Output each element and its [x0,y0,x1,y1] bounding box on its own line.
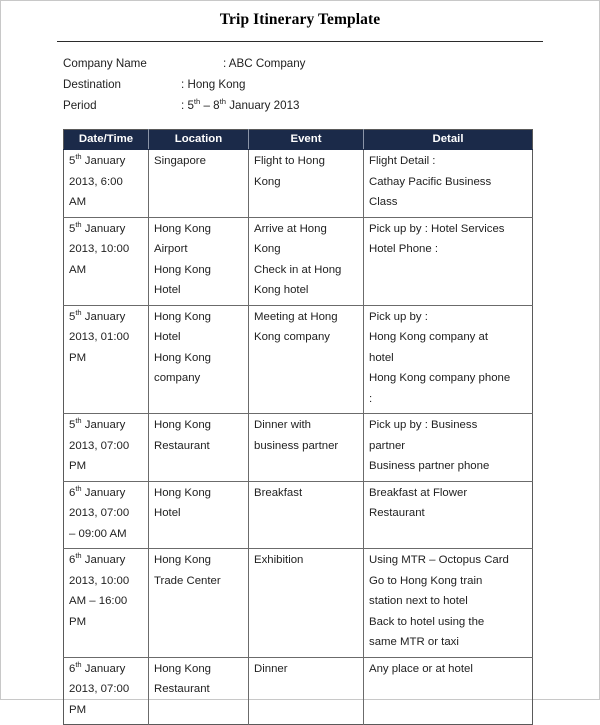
ordinal-suffix: th [219,97,226,107]
cell-detail-line: station next to hotel [369,595,468,607]
column-header-location: Location [149,130,249,150]
table-row [64,481,533,549]
cell-event-line: business partner [254,439,339,452]
cell-detail [364,549,533,658]
document-meta [1,53,599,116]
cell-detail-line: Hong Kong company phone [369,372,511,384]
ordinal-suffix: th [75,659,82,669]
date-line: 2013, 07:00 [69,507,130,519]
date-line: 2013, 07:00 [69,683,130,695]
date-line: 5th January [69,416,126,431]
date-line: PM [69,703,87,716]
date-line: 5th January [69,307,126,323]
cell-date-time [64,305,149,414]
cell-event [249,481,364,549]
cell-detail-line: Cathay Pacific Business [369,175,492,188]
table-row [64,549,533,658]
cell-detail-line: Hotel Phone : [369,243,439,255]
cell-detail-line: Hong Kong company at [369,331,489,343]
cell-detail-line: Restaurant [369,507,425,519]
table-row [64,414,533,482]
cell-location-line: Hong Kong [154,263,211,276]
table-row [64,305,533,414]
cell-detail-line: Any place or at hotel [369,662,473,675]
cell-event [249,549,364,658]
ordinal-suffix: th [75,416,82,426]
date-line: 6th January [69,659,126,675]
cell-detail-line: hotel [369,351,394,364]
meta-label: Company Name [63,57,147,70]
cell-location-line: Hotel [154,284,181,296]
cell-event [249,150,364,218]
meta-row [63,95,599,116]
cell-location [149,657,249,725]
cell-location-line: Hong Kong [154,554,211,566]
date-line: – 09:00 AM [69,527,127,540]
meta-label: Destination [63,78,122,91]
cell-detail-line: same MTR or taxi [369,636,459,648]
date-line: AM – 16:00 [69,595,128,607]
cell-date-time [64,217,149,305]
table-header-row [64,130,533,150]
date-line: PM [69,460,87,472]
cell-location-line: Hong Kong [154,662,211,675]
cell-event-line: Kong [254,243,281,255]
cell-detail [364,217,533,305]
column-header-detail: Detail [364,130,533,150]
itinerary-table [63,129,533,725]
cell-location [149,217,249,305]
cell-detail-line: Breakfast at Flower [369,486,468,499]
cell-date-time [64,414,149,482]
date-line: AM [69,196,87,208]
date-line: 2013, 01:00 [69,331,130,343]
cell-location-line: Hong Kong [154,486,211,499]
cell-location [149,414,249,482]
cell-location-line: Hotel [154,507,181,519]
date-line: 5th January [69,152,126,167]
cell-location-line: Hong Kong [154,351,211,364]
cell-detail-line: Flight Detail : [369,155,436,167]
table-row [64,217,533,305]
cell-event-line: Dinner with [254,419,311,431]
cell-detail-line: Pick up by : Hotel Services [369,222,505,235]
ordinal-suffix: th [75,307,82,317]
ordinal-suffix: th [75,551,82,561]
meta-value: : 5th – 8th January 2013 [181,97,300,112]
cell-date-time [64,150,149,218]
date-line: AM [69,263,87,276]
meta-row [63,53,599,74]
date-line: 2013, 10:00 [69,574,130,587]
cell-event-line: Kong company [254,331,330,343]
cell-event-line: Exhibition [254,554,304,566]
column-header-event: Event [249,130,364,150]
cell-date-time [64,657,149,725]
meta-value: : ABC Company [223,57,306,70]
date-line: 2013, 10:00 [69,243,130,255]
meta-row [63,74,599,95]
cell-location-line: Restaurant [154,683,210,695]
column-header-date-time: Date/Time [64,130,149,150]
date-line: PM [69,351,87,364]
date-line: 2013, 07:00 [69,439,130,452]
cell-detail-line: Class [369,196,398,208]
ordinal-suffix: th [75,483,82,493]
cell-event-line: Meeting at Hong [254,310,338,323]
cell-detail-line: Pick up by : Business [369,419,478,431]
cell-location-line: Singapore [154,155,206,167]
cell-detail-line: Go to Hong Kong train [369,574,483,587]
meta-label: Period [63,99,97,112]
cell-detail [364,150,533,218]
cell-location-line: Trade Center [154,574,221,587]
cell-location-line: company [154,372,201,384]
cell-location [149,150,249,218]
cell-location-line: Restaurant [154,439,210,452]
cell-event-line: Breakfast [254,486,303,499]
cell-location [149,549,249,658]
cell-detail [364,657,533,725]
cell-location-line: Hong Kong [154,222,211,235]
cell-event [249,414,364,482]
cell-location-line: Airport [154,243,188,255]
cell-detail-line: Pick up by : [369,310,428,323]
table-header [64,130,533,150]
cell-event [249,305,364,414]
cell-detail-line: Business partner phone [369,460,490,472]
ordinal-suffix: th [193,97,201,107]
cell-event-line: Arrive at Hong [254,222,327,235]
date-line: 6th January [69,551,126,566]
cell-date-time [64,549,149,658]
cell-event-line: Flight to Hong [254,155,325,167]
cell-date-time [64,481,149,549]
cell-detail-line: partner [369,439,406,452]
cell-detail-line: Back to hotel using the [369,615,485,628]
cell-detail-line: : [369,392,373,405]
table-row [64,657,533,725]
ordinal-suffix: th [75,152,82,162]
meta-value: : Hong Kong [181,78,246,91]
date-line: 6th January [69,483,126,499]
itinerary-table-wrapper [1,129,599,725]
page-title: Trip Itinerary Template [219,11,381,28]
cell-location-line: Hong Kong [154,310,211,323]
cell-event-line: Kong hotel [254,284,309,296]
cell-event-line: Kong [254,175,281,188]
cell-detail [364,414,533,482]
cell-detail [364,305,533,414]
cell-detail-line: Using MTR – Octopus Card [369,554,509,566]
cell-event [249,217,364,305]
cell-event [249,657,364,725]
cell-location-line: Hotel [154,331,181,343]
cell-location [149,305,249,414]
table-body [64,150,533,725]
date-line: PM [69,615,87,628]
cell-detail [364,481,533,549]
cell-event-line: Check in at Hong [254,263,342,276]
ordinal-suffix: th [75,219,82,229]
cell-location [149,481,249,549]
cell-location-line: Hong Kong [154,419,211,431]
title-divider [57,41,543,42]
date-line: 5th January [69,219,126,235]
cell-event-line: Dinner [254,662,288,675]
date-line: 2013, 6:00 [69,175,123,188]
table-row [64,150,533,218]
